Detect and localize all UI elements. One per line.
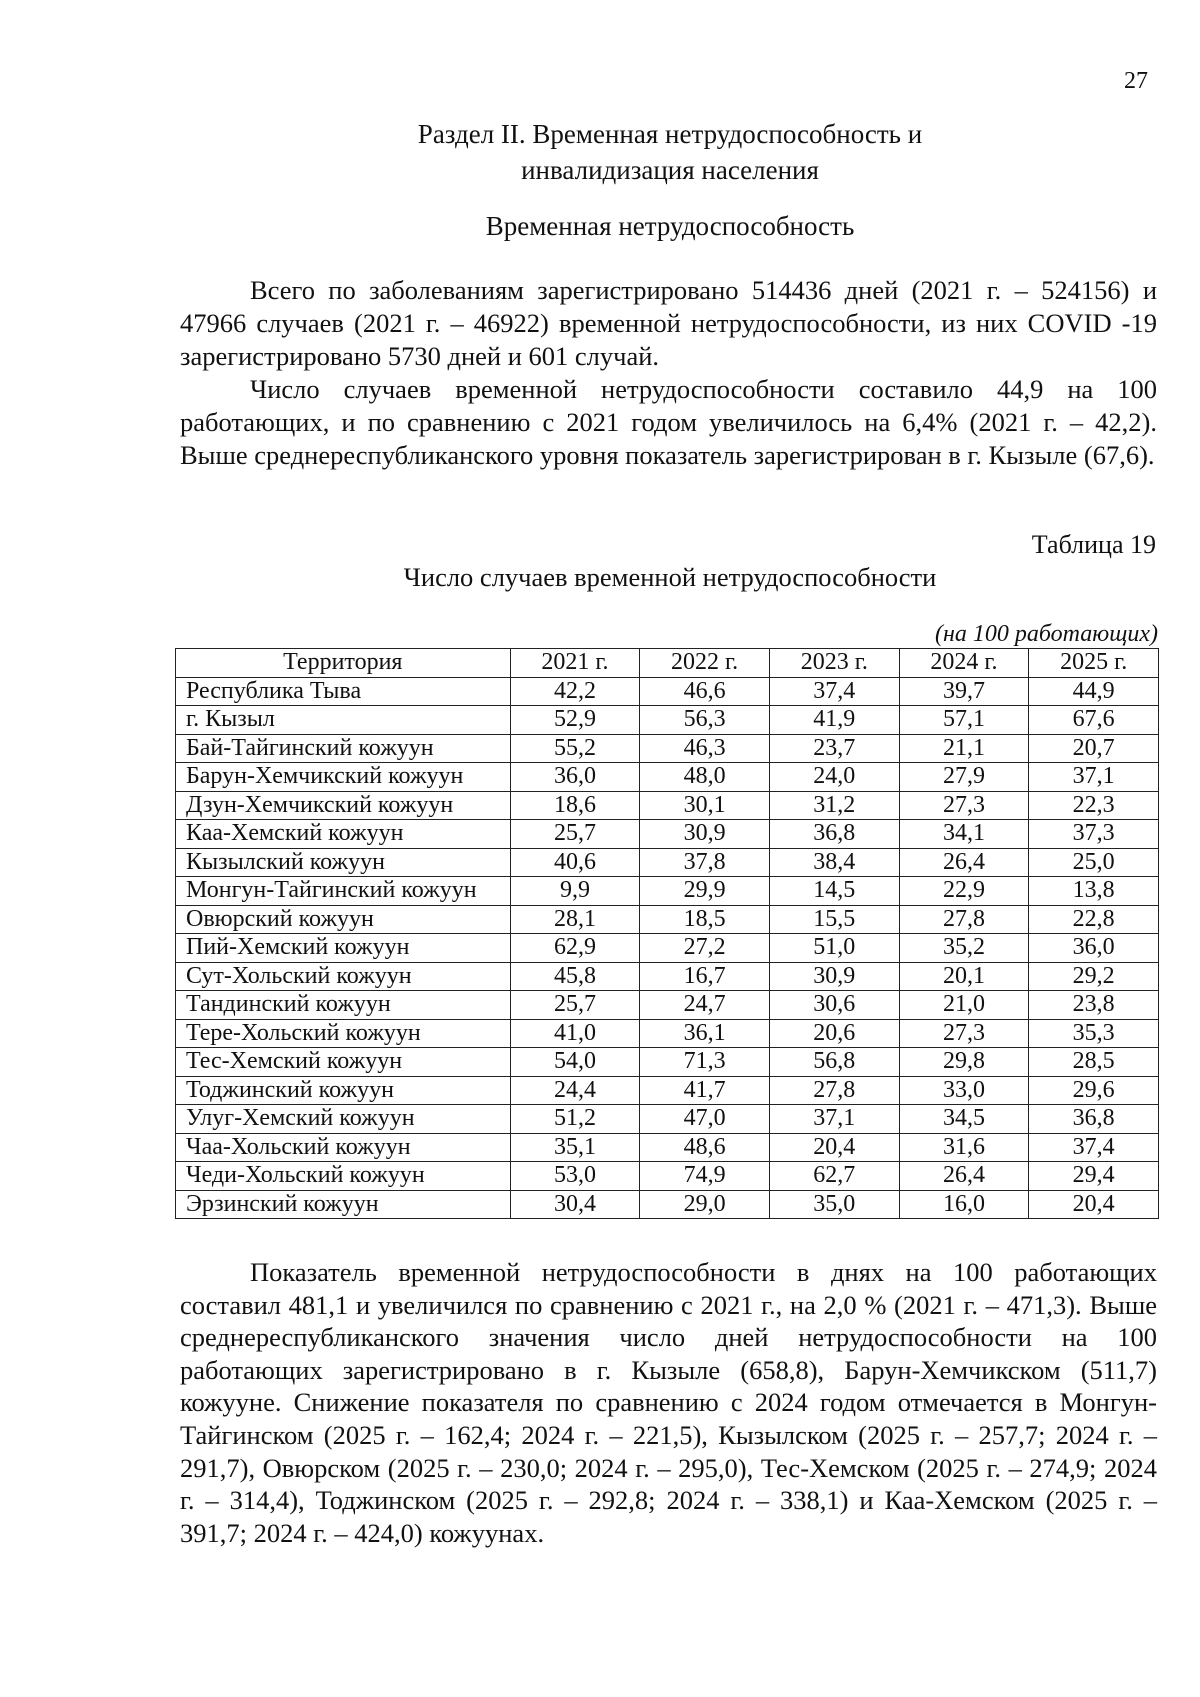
table-row [176, 991, 1159, 1020]
value-cell: 30,4 [510, 1190, 640, 1219]
section-heading [180, 116, 1160, 188]
value-cell: 13,8 [1029, 877, 1159, 906]
value-cell: 29,4 [1029, 1162, 1159, 1191]
territory-cell: Улуг-Хемский кожуун [176, 1105, 511, 1134]
header-2023: 2023 г. [769, 649, 899, 678]
value-cell: 46,6 [640, 677, 770, 706]
value-cell: 18,6 [510, 791, 640, 820]
value-cell: 56,3 [640, 706, 770, 735]
table-label: Таблица 19 [1031, 530, 1156, 559]
value-cell: 22,9 [899, 877, 1029, 906]
table-header-row [176, 649, 1159, 678]
value-cell: 57,1 [899, 706, 1029, 735]
table-row [176, 706, 1159, 735]
value-cell: 29,0 [640, 1190, 770, 1219]
value-cell: 25,7 [510, 820, 640, 849]
value-cell: 37,8 [640, 848, 770, 877]
value-cell: 35,3 [1029, 1019, 1159, 1048]
table-row [176, 962, 1159, 991]
territory-cell: Чаа-Хольский кожуун [176, 1133, 511, 1162]
value-cell: 20,4 [1029, 1190, 1159, 1219]
value-cell: 25,0 [1029, 848, 1159, 877]
value-cell: 44,9 [1029, 677, 1159, 706]
header-territory: Территория [176, 649, 511, 678]
value-cell: 21,0 [899, 991, 1029, 1020]
territory-cell: Тере-Хольский кожуун [176, 1019, 511, 1048]
value-cell: 24,0 [769, 763, 899, 792]
value-cell: 36,8 [769, 820, 899, 849]
table-row [176, 734, 1159, 763]
territory-cell: Бай-Тайгинский кожуун [176, 734, 511, 763]
value-cell: 37,1 [769, 1105, 899, 1134]
value-cell: 54,0 [510, 1048, 640, 1077]
value-cell: 30,1 [640, 791, 770, 820]
table-row [176, 1105, 1159, 1134]
paragraph-total-cases: Всего по заболеваниям зарегистрировано 514436 дней (2021 г. – 524156) и 47966 случаев (2021 г. – 46922) временной нетрудоспособности, из них COVID -19 зарегистрировано 5730 дней и 601 случай. [180, 275, 1157, 371]
value-cell: 51,2 [510, 1105, 640, 1134]
cases-table [175, 648, 1159, 1219]
value-cell: 31,6 [899, 1133, 1029, 1162]
table-row [176, 763, 1159, 792]
value-cell: 35,2 [899, 934, 1029, 963]
value-cell: 38,4 [769, 848, 899, 877]
table-row [176, 905, 1159, 934]
value-cell: 74,9 [640, 1162, 770, 1191]
value-cell: 35,1 [510, 1133, 640, 1162]
value-cell: 20,6 [769, 1019, 899, 1048]
table-row [176, 1190, 1159, 1219]
value-cell: 20,7 [1029, 734, 1159, 763]
value-cell: 24,7 [640, 991, 770, 1020]
value-cell: 20,1 [899, 962, 1029, 991]
table-body [176, 677, 1159, 1219]
value-cell: 37,3 [1029, 820, 1159, 849]
value-cell: 27,2 [640, 934, 770, 963]
value-cell: 53,0 [510, 1162, 640, 1191]
value-cell: 20,4 [769, 1133, 899, 1162]
value-cell: 62,9 [510, 934, 640, 963]
value-cell: 41,7 [640, 1076, 770, 1105]
table-row [176, 820, 1159, 849]
value-cell: 48,0 [640, 763, 770, 792]
value-cell: 23,7 [769, 734, 899, 763]
value-cell: 37,4 [769, 677, 899, 706]
value-cell: 27,8 [899, 905, 1029, 934]
value-cell: 22,8 [1029, 905, 1159, 934]
page-number: 27 [1124, 68, 1148, 94]
value-cell: 34,1 [899, 820, 1029, 849]
value-cell: 35,0 [769, 1190, 899, 1219]
value-cell: 14,5 [769, 877, 899, 906]
table-row [176, 1162, 1159, 1191]
value-cell: 41,9 [769, 706, 899, 735]
paragraph-cases-rate: Число случаев временной нетрудоспособности составило 44,9 на 100 работающих, и по сравнению с 2021 годом увеличилось на 6,4% (2021 г. – 42,2). Выше среднереспубликанского уровня показатель зарегистрирован в г. Кызыле (67,6). [180, 374, 1157, 470]
value-cell: 29,2 [1029, 962, 1159, 991]
value-cell: 71,3 [640, 1048, 770, 1077]
territory-cell: Республика Тыва [176, 677, 511, 706]
value-cell: 36,0 [1029, 934, 1159, 963]
territory-cell: г. Кызыл [176, 706, 511, 735]
table-row [176, 1019, 1159, 1048]
value-cell: 39,7 [899, 677, 1029, 706]
value-cell: 40,6 [510, 848, 640, 877]
header-2024: 2024 г. [899, 649, 1029, 678]
section-heading-line-1: Раздел II. Временная нетрудоспособность и [417, 119, 923, 149]
value-cell: 26,4 [899, 1162, 1029, 1191]
value-cell: 37,1 [1029, 763, 1159, 792]
value-cell: 24,4 [510, 1076, 640, 1105]
territory-cell: Барун-Хемчикский кожуун [176, 763, 511, 792]
value-cell: 26,4 [899, 848, 1029, 877]
section-heading-line-2: инвалидизация населения [521, 155, 819, 185]
value-cell: 9,9 [510, 877, 640, 906]
value-cell: 16,0 [899, 1190, 1029, 1219]
territory-cell: Эрзинский кожуун [176, 1190, 511, 1219]
value-cell: 36,8 [1029, 1105, 1159, 1134]
value-cell: 22,3 [1029, 791, 1159, 820]
value-cell: 29,6 [1029, 1076, 1159, 1105]
territory-cell: Овюрский кожуун [176, 905, 511, 934]
value-cell: 15,5 [769, 905, 899, 934]
table-row [176, 677, 1159, 706]
table-unit-note: (на 100 работающих) [935, 621, 1158, 647]
value-cell: 30,9 [769, 962, 899, 991]
value-cell: 48,6 [640, 1133, 770, 1162]
value-cell: 45,8 [510, 962, 640, 991]
table-row [176, 848, 1159, 877]
territory-cell: Монгун-Тайгинский кожуун [176, 877, 511, 906]
value-cell: 28,5 [1029, 1048, 1159, 1077]
value-cell: 62,7 [769, 1162, 899, 1191]
value-cell: 56,8 [769, 1048, 899, 1077]
value-cell: 42,2 [510, 677, 640, 706]
table-row [176, 1076, 1159, 1105]
value-cell: 16,7 [640, 962, 770, 991]
value-cell: 18,5 [640, 905, 770, 934]
value-cell: 27,8 [769, 1076, 899, 1105]
territory-cell: Тандинский кожуун [176, 991, 511, 1020]
value-cell: 29,8 [899, 1048, 1029, 1077]
subsection-heading: Временная нетрудоспособность [485, 211, 855, 241]
value-cell: 36,0 [510, 763, 640, 792]
value-cell: 67,6 [1029, 706, 1159, 735]
value-cell: 30,9 [640, 820, 770, 849]
table-row [176, 1048, 1159, 1077]
table-row [176, 1133, 1159, 1162]
table-row [176, 877, 1159, 906]
territory-cell: Кызылский кожуун [176, 848, 511, 877]
value-cell: 41,0 [510, 1019, 640, 1048]
territory-cell: Сут-Хольский кожуун [176, 962, 511, 991]
value-cell: 25,7 [510, 991, 640, 1020]
value-cell: 52,9 [510, 706, 640, 735]
value-cell: 31,2 [769, 791, 899, 820]
header-2021: 2021 г. [510, 649, 640, 678]
header-2022: 2022 г. [640, 649, 770, 678]
value-cell: 51,0 [769, 934, 899, 963]
value-cell: 47,0 [640, 1105, 770, 1134]
table-row [176, 934, 1159, 963]
value-cell: 37,4 [1029, 1133, 1159, 1162]
territory-cell: Чеди-Хольский кожуун [176, 1162, 511, 1191]
table-row [176, 791, 1159, 820]
territory-cell: Тоджинский кожуун [176, 1076, 511, 1105]
value-cell: 27,3 [899, 1019, 1029, 1048]
value-cell: 30,6 [769, 991, 899, 1020]
territory-cell: Дзун-Хемчикский кожуун [176, 791, 511, 820]
value-cell: 21,1 [899, 734, 1029, 763]
value-cell: 27,9 [899, 763, 1029, 792]
territory-cell: Каа-Хемский кожуун [176, 820, 511, 849]
value-cell: 27,3 [899, 791, 1029, 820]
territory-cell: Пий-Хемский кожуун [176, 934, 511, 963]
value-cell: 34,5 [899, 1105, 1029, 1134]
value-cell: 23,8 [1029, 991, 1159, 1020]
value-cell: 55,2 [510, 734, 640, 763]
value-cell: 29,9 [640, 877, 770, 906]
table-title: Число случаев временной нетрудоспособности [403, 562, 937, 592]
value-cell: 36,1 [640, 1019, 770, 1048]
value-cell: 33,0 [899, 1076, 1029, 1105]
header-2025: 2025 г. [1029, 649, 1159, 678]
paragraph-days-rate: Показатель временной нетрудоспособности в днях на 100 работающих составил 481,1 и увеличился по сравнению с 2021 г., на 2,0 % (2021 г. – 471,3). Выше среднереспубликанского значения число дней нетрудоспособности на 100 работающих зарегистрировано в г. Кызыле (658,8), Барун-Хемчикском (511,7) кожууне. Снижение показателя по сравнению с 2024 годом отмечается в Монгун-Тайгинском (2025 г. – 162,4; 2024 г. – 221,5), Кызылском (2025 г. – 257,7; 2024 г. – 291,7), Овюрском (2025 г. – 230,0; 2024 г. – 295,0), Тес-Хемском (2025 г. – 274,9; 2024 г. – 314,4), Тоджинском (2025 г. – 292,8; 2024 г. – 338,1) и Каа-Хемском (2025 г. – 391,7; 2024 г. – 424,0) кожуунах. [180, 1257, 1157, 1548]
value-cell: 28,1 [510, 905, 640, 934]
value-cell: 46,3 [640, 734, 770, 763]
territory-cell: Тес-Хемский кожуун [176, 1048, 511, 1077]
